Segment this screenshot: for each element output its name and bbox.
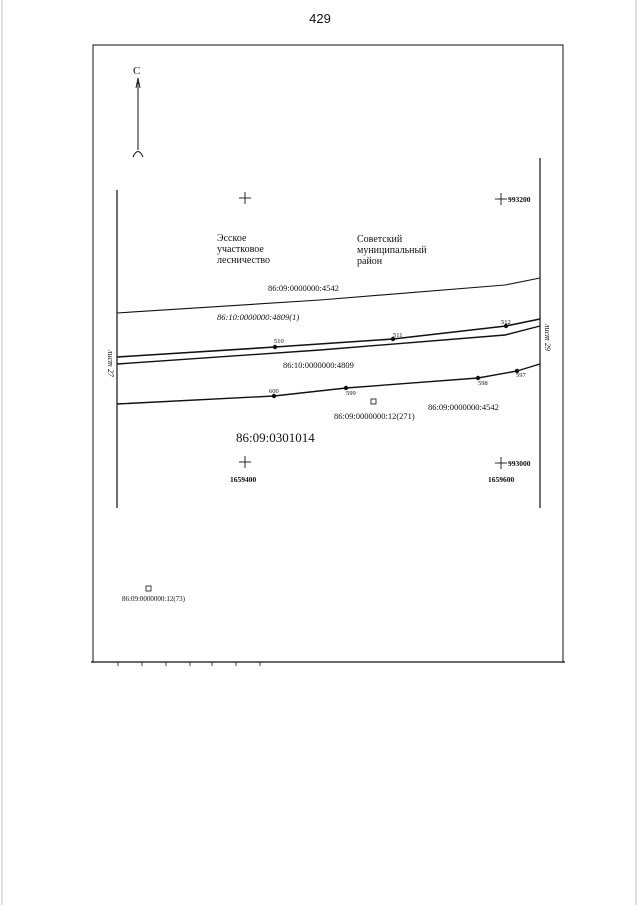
- district-label: Советский муниципальный район: [357, 234, 427, 267]
- boundary-line-0301014: [117, 364, 540, 404]
- marker-square-271: [371, 399, 376, 404]
- coord-label-y-top: 993200: [508, 195, 531, 204]
- marker-square-73: [146, 586, 151, 591]
- page-number: 429: [309, 11, 331, 26]
- point-label-597: 597: [516, 372, 526, 379]
- north-arrow: [133, 78, 143, 157]
- coord-label-x-right: 1659600: [488, 475, 515, 484]
- point-label-599: 599: [346, 390, 356, 397]
- point-label-510: 510: [274, 338, 284, 345]
- point-label-512: 512: [501, 319, 511, 326]
- boundary-line-4809-south: [117, 326, 540, 364]
- point-label-598: 598: [478, 380, 488, 387]
- point-label-600: 600: [269, 388, 279, 395]
- block-label: 86:09:0301014: [236, 430, 315, 445]
- coord-label-y-bottom: 993000: [508, 459, 531, 468]
- point-510: [273, 345, 277, 349]
- parcel-label-4809-1: 86:10:0000000:4809(1): [217, 312, 300, 322]
- parcel-label-4809: 86:10:0000000:4809: [283, 360, 354, 370]
- sheet-label-left: лист 27: [106, 350, 115, 377]
- parcel-label-4542-bottom: 86:09:0000000:4542: [428, 402, 499, 412]
- coord-label-x-left: 1659400: [230, 475, 257, 484]
- parcel-label-12-73: 86:09:0000000:12(73): [122, 595, 185, 603]
- point-label-511: 511: [393, 332, 403, 339]
- parcel-label-12-271: 86:09:0000000:12(271): [334, 411, 415, 421]
- north-label: С: [133, 65, 141, 77]
- sheet-label-right: лист 29: [543, 324, 552, 351]
- forestry-label: Эсское участковое лесничество: [217, 233, 270, 266]
- parcel-label-4542-top: 86:09:0000000:4542: [268, 283, 339, 293]
